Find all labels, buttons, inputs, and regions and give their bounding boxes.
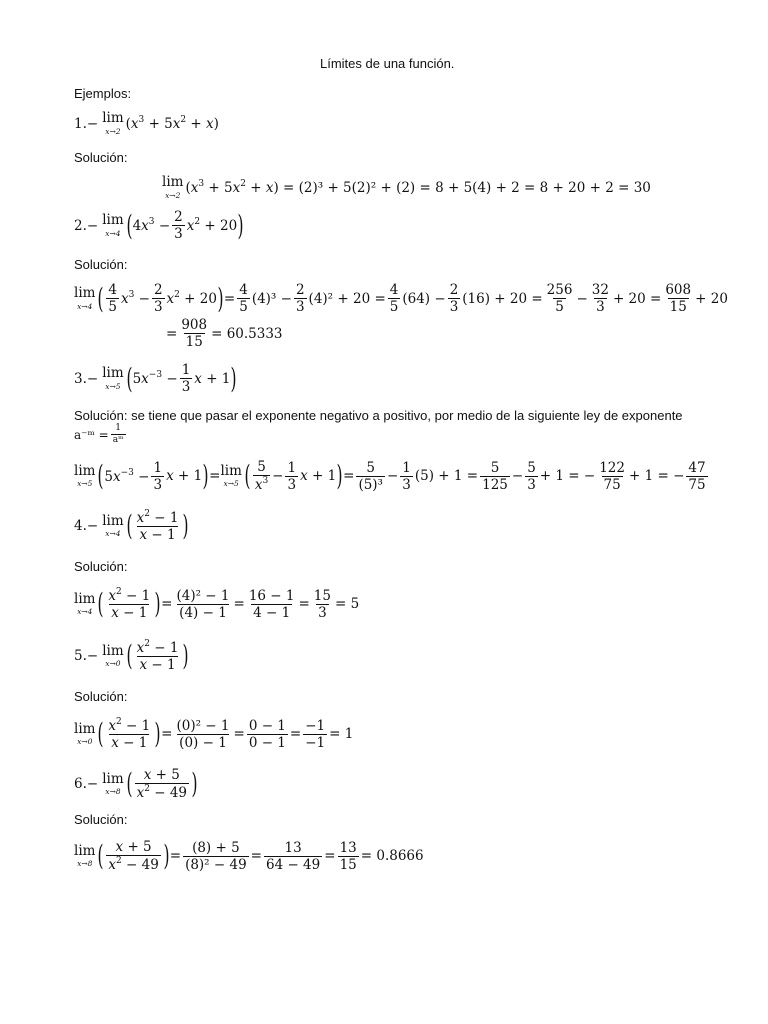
limit-operator: lim x→2: [102, 110, 124, 136]
solution-4: lim x→4 ( $\frac{x^2 - 1}{x - 1}$ ) = $\frac{\text{(4)² − 1}}{(4) - 1}$ = $\frac{16 - 1}{4 - 1}$ = $\frac{15}{3}$ = 5: [74, 587, 360, 622]
example-3: 3.− lim x→5 ( $5x^{-3}$ − $\frac{1}{3}$ x + 1 ): [74, 361, 237, 396]
page-title: Límites de una función.: [320, 56, 455, 71]
solution-1: lim x→2 $(x^3 + 5x^2 + x)$ = (2)³ + 5(2)² + (2) = 8 + 5(4) + 2 = 8 + 20 + 2 = 30: [162, 174, 651, 200]
example-6: 6.− lim x→8 ( $\frac{x + 5}{x^2 - 49}$ ): [74, 767, 198, 802]
example-1: 1.− lim x→2 $(x^3 + 5x^2 + x)$: [74, 110, 219, 136]
solution-2-cont: = $\frac{908}{15}$ = 60.5333: [166, 317, 283, 351]
solution-label: Solución:: [74, 257, 128, 272]
example-number: 1.−: [74, 115, 99, 132]
solution-label: Solución:: [74, 559, 128, 574]
solution-6: lim x→8 ( $\frac{x + 5}{x^2 - 49}$ ) = $\frac{(8) + 5}{\text{(8)² − 49}}$ = $\frac{13}{64 - 49}$ = $\frac{13}{15}$ = 0.8666: [74, 839, 424, 874]
example-5: 5.− lim x→0 ( $\frac{x^2 - 1}{x - 1}$ ): [74, 639, 189, 674]
solution-label: Solución:: [74, 689, 128, 704]
solution-label: Solución:: [74, 150, 128, 165]
exponent-note: Solución: se tiene que pasar el exponente negativo a positivo, por medio de la siguiente ley de exponente: [74, 408, 683, 423]
example-4: 4.− lim x→4 ( $\frac{x^2 - 1}{x - 1}$ ): [74, 509, 189, 544]
solution-3: lim x→5 ( $5x^{-3}$ − $\frac{1}{3}$ x + 1 ) = lim x→5 ( $\frac{5}{x^3}$ − $\frac{1}{3}$ x + 1 ) = $\frac{5}{\text{(5)³}}$ − $\frac{1}{3}$ (5) + 1 = $\frac{5}{125}$ − $\frac{5}{3}$ + 1 = − $\frac{122}{75}$ + 1 = − $\frac{47}{75}$: [74, 459, 706, 494]
solution-label: Solución:: [74, 812, 128, 827]
examples-heading: Ejemplos:: [74, 86, 132, 101]
solution-1-steps: = (2)³ + 5(2)² + (2) = 8 + 5(4) + 2 = 8 + 20 + 2 = 30: [283, 179, 651, 196]
solution-2: lim x→4 ( $\frac{4}{5}$ $x^3$ − $\frac{2}{3}$ $x^2 + 20$ ) = $\frac{4}{5}$ (4)³ − $\frac{2}{3}$ (4)² + 20 = $\frac{4}{5}$ (64) − $\frac{2}{3}$ (16) + 20 = $\frac{256}{5}$ − $\frac{32}{3}$ + 20 = $\frac{608}{15}$ + 20: [74, 281, 728, 316]
exponent-law: a⁻ᵐ = $\frac{1}{\text{aᵐ}}$: [74, 423, 124, 446]
example-2: 2.− lim x→4 ( $4x^3$ − $\frac{2}{3}$ $x^2 + 20$ ): [74, 208, 244, 243]
solution-5: lim x→0 ( $\frac{x^2 - 1}{x - 1}$ ) = $\frac{\text{(0)² − 1}}{(0) - 1}$ = $\frac{0 - 1}{0 - 1}$ = $\frac{-1}{-1}$ = 1: [74, 717, 354, 752]
